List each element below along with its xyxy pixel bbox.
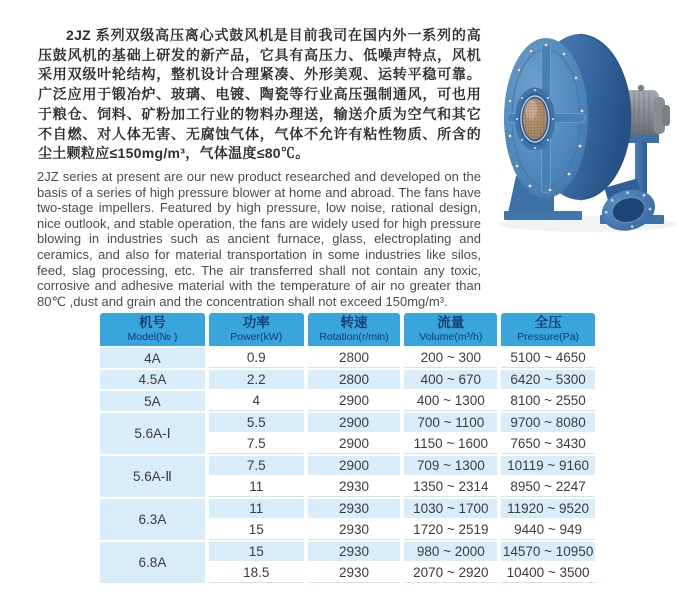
col-header-en: Pressure(Pa) bbox=[517, 331, 580, 343]
col-header-power bbox=[209, 313, 304, 346]
table-row bbox=[100, 370, 595, 389]
table-row bbox=[100, 413, 595, 432]
spec-cell: 15 bbox=[209, 520, 304, 540]
centrifugal-blower-illustration bbox=[492, 16, 700, 256]
spec-cell: 709 ~ 1300 bbox=[404, 456, 497, 475]
spec-cell: 2930 bbox=[308, 563, 401, 583]
spec-cell: 2900 bbox=[308, 456, 401, 475]
col-header-en: Power(kW) bbox=[230, 331, 283, 343]
spec-cell: 1150 ~ 1600 bbox=[404, 434, 497, 454]
spec-cell: 2070 ~ 2920 bbox=[404, 563, 497, 583]
spec-cell: 10400 ~ 3500 bbox=[501, 563, 595, 583]
intro-paragraph-english: 2JZ series at present are our new product researched and developed on the basis of a series of high pressure blower at home and abroad. The fans have two-stage impellers. Featured by high pressure, low noise, rational design, nice outlook, and stable operation, the fans are widely used for high pressure blowing in industries such as ancient furnace, glass, electroplating and ceramics, and also for material transportation in some industries like silos, feed, slag processing, etc. The air transferred shall not contain any toxic, corrosive and adhesive material with the temperature of air no greater than 80℃ ,dust and grain and the concentration shall not exceed 150mg/m³. bbox=[37, 169, 481, 309]
spec-cell: 2900 bbox=[308, 413, 401, 432]
table-row bbox=[100, 391, 595, 411]
spec-cell: 9700 ~ 8080 bbox=[501, 413, 595, 432]
spec-cell: 4 bbox=[209, 391, 304, 411]
spec-cell: 11 bbox=[209, 499, 304, 518]
spec-cell: 5.5 bbox=[209, 413, 304, 432]
spec-cell: 7.5 bbox=[209, 434, 304, 454]
spec-cell: 2930 bbox=[308, 520, 401, 540]
spec-cell: 400 ~ 1300 bbox=[404, 391, 497, 411]
spec-cell: 14570 ~ 10950 bbox=[502, 544, 594, 559]
col-header-pressure bbox=[501, 313, 595, 346]
col-header-cn: 机号 bbox=[138, 315, 166, 330]
spec-cell: 1720 ~ 2519 bbox=[404, 520, 497, 540]
spec-cell: 8950 ~ 2247 bbox=[501, 477, 595, 497]
spec-cell: 2.2 bbox=[209, 370, 304, 389]
spec-cell: 10119 ~ 9160 bbox=[501, 456, 595, 475]
col-header-model bbox=[100, 313, 205, 346]
spec-cell: 2800 bbox=[308, 370, 401, 389]
model-cell: 5.6A-Ⅰ bbox=[100, 413, 205, 454]
spec-cell: 2930 bbox=[308, 499, 401, 518]
spec-cell: 2800 bbox=[308, 348, 401, 368]
spec-cell: 400 ~ 670 bbox=[404, 370, 497, 389]
spec-cell: 2930 bbox=[308, 542, 401, 561]
spec-cell: 700 ~ 1100 bbox=[404, 413, 497, 432]
col-header-en: Rotation(r/min) bbox=[319, 331, 389, 343]
col-header-cn: 流量 bbox=[437, 315, 465, 330]
blower-product-photo bbox=[492, 16, 700, 256]
spec-cell: 2900 bbox=[308, 391, 401, 411]
spec-cell: 0.9 bbox=[209, 348, 304, 368]
intro-paragraph-chinese: 2JZ 系列双级高压离心式鼓风机是目前我司在国内外一系列的高压鼓风机的基础上研发的新产品，它具有高压力、低噪声特点，风机采用双级叶轮结构，整机设计合理紧凑、外形美观、运转平稳可靠。广泛应用于锻冶炉、玻璃、电镀、陶瓷等行业高压强制通风，可也用于粮仓、饲料、矿粉加工行业的物料办理送，输送介质为空气和其它不自燃、对人体无害、无腐蚀气体，气体不允许有粘性物质、所含的尘土颗粒应≤150mg/m³，气体温度≤80℃。 bbox=[38, 27, 481, 162]
spec-cell: 15 bbox=[209, 542, 304, 561]
table-row bbox=[100, 542, 595, 561]
spec-cell: 1350 ~ 2314 bbox=[404, 477, 497, 497]
spec-cell: 200 ~ 300 bbox=[404, 348, 497, 368]
model-cell: 5A bbox=[100, 391, 205, 411]
spec-cell: 11 bbox=[209, 477, 304, 497]
model-cell: 5.6A-Ⅱ bbox=[100, 456, 205, 497]
model-cell: 6.3A bbox=[100, 499, 205, 540]
col-header-cn: 功率 bbox=[242, 315, 270, 330]
spec-cell: 2930 bbox=[308, 477, 401, 497]
table-row bbox=[100, 499, 595, 518]
spec-cell: 8100 ~ 2550 bbox=[501, 391, 595, 411]
spec-cell: 11920 ~ 9520 bbox=[501, 499, 595, 518]
spec-cell: 980 ~ 2000 bbox=[404, 542, 497, 561]
spec-cell: 5100 ~ 4650 bbox=[501, 348, 595, 368]
col-header-en: Volume(m³/h) bbox=[419, 331, 483, 343]
col-header-rotation bbox=[308, 313, 401, 346]
spec-cell: 2900 bbox=[308, 434, 401, 454]
col-header-cn: 全压 bbox=[534, 315, 562, 330]
spec-cell: 7.5 bbox=[209, 456, 304, 475]
spec-cell: 7650 ~ 3430 bbox=[501, 434, 595, 454]
model-cell: 4.5A bbox=[100, 370, 205, 389]
inlet-port bbox=[515, 88, 555, 151]
model-cell: 4A bbox=[100, 348, 205, 368]
spec-cell: 1030 ~ 1700 bbox=[404, 499, 497, 518]
spec-table bbox=[96, 311, 599, 585]
col-header-volume bbox=[404, 313, 497, 346]
spec-cell: 18.5 bbox=[209, 563, 304, 583]
col-header-cn: 转速 bbox=[340, 315, 368, 330]
spec-cell: 9440 ~ 949 bbox=[501, 520, 595, 540]
table-row bbox=[100, 348, 595, 368]
header-row bbox=[100, 313, 595, 346]
spec-cell: 6420 ~ 5300 bbox=[501, 370, 595, 389]
col-header-en: Model(№ ) bbox=[127, 331, 178, 343]
table-row bbox=[100, 456, 595, 475]
model-cell: 6.8A bbox=[100, 542, 205, 583]
